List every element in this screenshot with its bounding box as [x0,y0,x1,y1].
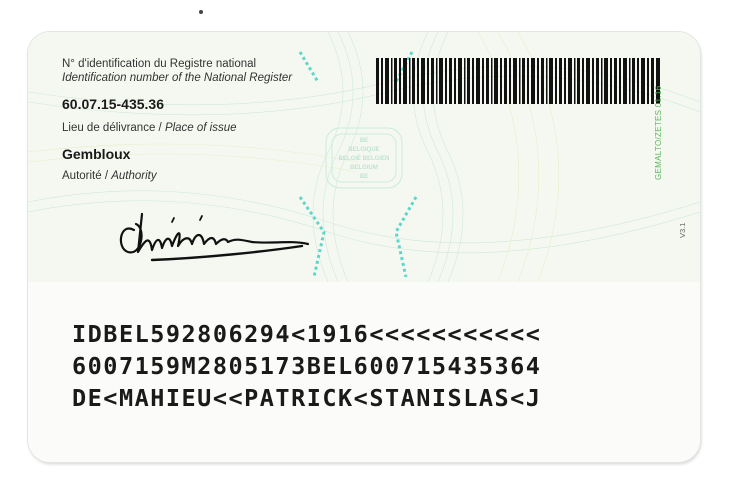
barcode [376,58,660,104]
version-code: V3.1 [678,222,687,238]
registry-number-value: 60.07.15-435.36 [62,96,164,112]
svg-text:BELGIUM: BELGIUM [350,165,378,171]
mrz-line-3: DE<MAHIEU<<PATRICK<STANISLAS<J [72,384,542,412]
mrz-line-1: IDBEL592806294<1916<<<<<<<<<<< [72,320,542,348]
mrz-line-2: 6007159M2805173BEL600715435364 [72,352,542,380]
svg-text:BE: BE [359,138,369,144]
svg-text:BE: BE [359,174,369,180]
dust-speck [199,10,203,14]
id-card-back [28,32,700,462]
place-of-issue-label: Lieu de délivrance / Place of issue [62,122,237,134]
place-of-issue-value: Gembloux [62,146,131,162]
registry-number-label-fr: N° d'identification du Registre national [62,58,257,70]
registry-number-label-en: Identification number of the National Register [62,72,293,84]
printer-code: GEMALTO/ZETES 01.16 [654,85,663,180]
authority-signature [112,200,312,270]
svg-text:BELGIË BELGIEN: BELGIË BELGIEN [338,156,390,162]
svg-text:BELGIQUE: BELGIQUE [348,147,380,153]
authority-label: Autorité / Authority [62,170,157,182]
